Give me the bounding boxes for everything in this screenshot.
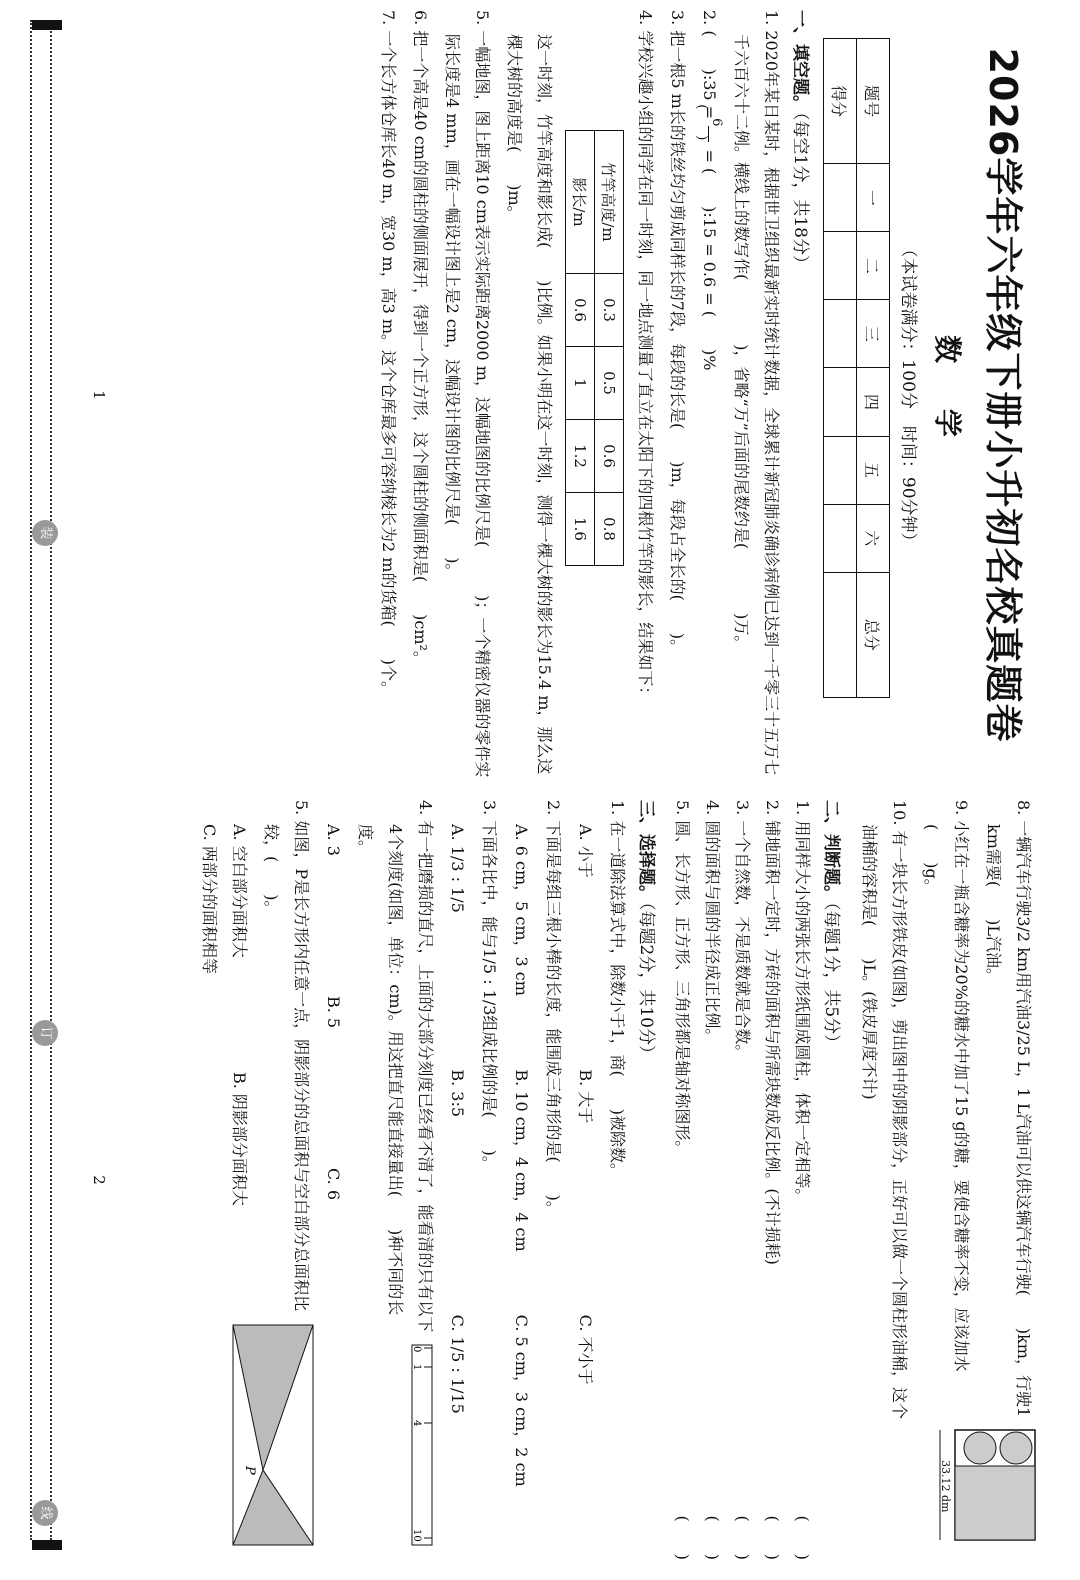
choice-options-3 [442,800,472,1560]
option-c[interactable]: C. 不小于 [576,1314,595,1385]
table-cell: 0.8 [595,493,624,566]
judge-answer-blank[interactable]: ( ) [793,1515,812,1560]
subject-title: 数 学 [931,335,964,455]
fill-question-9: 9. 小红在一瓶含糖率为20%的糖水中加了15 g的糖，要使含糖率不变，应该加水( )g。 [922,800,971,1372]
page-1 [90,10,1040,780]
option-a[interactable]: A. 1/3 : 1/5 [448,824,467,913]
choice-options-1 [570,800,600,1560]
table-cell: 1 [566,347,595,420]
ruler-label: 4 [411,1420,422,1427]
choice-options-5b [194,800,224,1320]
option-b[interactable]: B. 5 [324,996,343,1029]
questions-8-10 [852,800,1040,1420]
choice-question-1: 1. 在一道除法算式中，除数小于1，商( )被除数。 [608,800,627,1180]
score-col: 五 [857,436,890,504]
question-5-text [194,800,318,1320]
score-row-label: 题号 [857,39,890,164]
table-row [566,131,595,566]
choice-options-5 [224,800,254,1320]
fill-question-4: 4. 学校兴趣小组的同学在同一时刻，同一地点测量了直立在太阳下的四根竹竿的影长，结果如下： [636,10,655,703]
option-c[interactable]: C. 两部分的面积相等 [200,824,219,974]
bamboo-shadow-table [565,130,624,566]
judge-item-2: 2. 铺地面积一定时，方砖的面积与所需块数成反比例。(不计损耗) ( ) [757,800,787,1560]
judge-item-1: 1. 用同样大小的两张长方形纸围成圆柱，体积一定相等。 ( ) [787,800,817,1560]
binding-hole-2: 订 [32,1020,58,1046]
dimension-label: 33.12 dm [939,1460,952,1513]
score-row-label: 得分 [824,39,857,164]
fill-question-1: 1. 2020年某日某时，根据世卫组织最新实时统计数据，全球累计新冠肺炎确诊病例已达到一千零三十五万七千六百六十二例。横线上的数写作( )，省略“万”后面的尾数约是( )万。 [732,10,781,776]
table-row-label: 影长/m [566,131,595,274]
fill-question-8: 8. 一辆汽车行驶3/2 km用汽油3/25 L，1 L汽油可以供这辆汽车行驶( )km，行驶1 km需要( )L汽油。 [984,800,1033,1418]
worn-ruler-diagram [402,1340,442,1550]
score-col: 一 [857,164,890,232]
judge-answer-blank[interactable]: ( ) [673,1515,692,1560]
fill-question-6: 6. 把一个高是40 cm的圆柱的侧面展开，得到一个正方形，这个圆柱的侧面积是( )cm²。 [411,10,430,667]
option-c[interactable]: C. 5 cm，3 cm，2 cm [512,1314,531,1487]
table-cell: 0.6 [566,274,595,347]
sheet-metal-figure [852,1420,1040,1560]
score-col: 四 [857,368,890,436]
judge-item-5: 5. 圆、长方形、正方形、三角形都是轴对称图形。 ( ) [667,800,697,1560]
fill-question-4-continued: 这一时刻，竹竿高度和影长成( )比例。如果小明在这一时刻，测得一棵大树的影长为15.4 m，那么这棵大树的高度是( )m。 [505,34,554,775]
score-cell[interactable] [824,300,857,368]
option-b[interactable]: B. 阴影部分面积大 [230,1072,249,1206]
fill-question-5: 5. 一幅地图，图上距离10 cm表示实际距离2000 m，这幅地图的比例尺是( )；一个精密仪器的零件实际长度是4 mm，画在一幅设计图上是2 cm，这幅设计图的比例尺是( )。 [443,10,492,778]
ruler-label: 10 [411,1529,422,1542]
section-1-heading: 一、填空题。（每空1分，共18分） [790,10,810,272]
judge-item-4: 4. 圆的面积与圆的半径成正比例。 ( ) [697,800,727,1560]
rectangle-p-diagram [228,1320,318,1550]
section-2-heading: 二、判断题。（每题1分，共5分） [821,800,841,1052]
score-cell[interactable] [824,436,857,504]
score-col: 二 [857,232,890,300]
score-col: 三 [857,300,890,368]
page-2 [90,800,1040,1560]
judge-answer-blank[interactable]: ( ) [733,1515,752,1560]
table-cell: 0.6 [595,420,624,493]
option-c[interactable]: C. 1/5 : 1/15 [448,1314,467,1414]
choice-question-3: 3. 下面各比中，能与1/5 : 1/3组成比例的是( )。 [480,800,499,1172]
score-value-row [824,39,857,698]
binding-dotted-line [30,20,52,1540]
option-a[interactable]: A. 空白部分面积大 [230,824,249,958]
score-cell[interactable] [824,504,857,572]
choice-question-5: 5. 如图，P是长方形内任意一点，阴影部分的总面积与空白部分总面积比较，( )。 [262,800,311,1312]
judge-answer-blank[interactable]: ( ) [703,1515,722,1560]
cylinder-side-rect [955,1466,1035,1540]
cylinder-bottom-circle [964,1432,996,1464]
option-b[interactable]: B. 10 cm，4 cm，4 cm [512,1069,531,1252]
score-col: 总分 [857,572,890,697]
judge-answer-blank[interactable]: ( ) [763,1515,782,1560]
choice-options-2 [506,800,536,1560]
score-cell[interactable] [824,232,857,300]
score-header-row [857,39,890,698]
exam-meta: （本试卷满分：100分 时间：90分钟） [898,240,918,550]
fill-question-3: 3. 把一根5 m长的铁丝均匀剪成同样长的7段，每段的长是( )m，每段占全长的( )。 [668,10,687,656]
score-table [823,38,890,698]
point-p-label: P [242,1466,257,1475]
sheet-metal-diagram [930,1420,1040,1550]
score-cell[interactable] [824,368,857,436]
table-cell: 1.2 [566,420,595,493]
rectangle-p-figure [194,1320,318,1560]
ruler-label: 0 [411,1346,422,1353]
option-a[interactable]: A. 6 cm，5 cm，3 cm [512,824,531,996]
fill-question-10: 10. 有一块长方形铁皮(如图)，剪出图中的阴影部分，正好可以做一个圆柱形油桶，这个油桶的容积是( )L。(铁皮厚度不计) [860,800,909,1420]
choice-question-2: 2. 下面是每组三根小棒的长度，能围成三角形的是( )。 [544,800,563,1217]
exam-title: 2026学年六年级下册小升初名校真题卷 [981,47,1025,743]
table-row-label: 竹竿高度/m [595,131,624,274]
score-cell[interactable] [824,164,857,232]
fill-question-2: 2. ( ):35 = 6 ( ) = ( ):15 = 0.6 = ( )% [694,10,724,371]
binding-strip [0,0,80,1580]
score-col: 六 [857,504,890,572]
fill-question-7: 7. 一个长方体仓库长40 m，宽30 m，高3 m。这个仓库最多可容纳棱长为2 m的货箱( )个。 [379,10,398,697]
q2-fraction: 6 ( ) [694,104,724,141]
option-c[interactable]: C. 6 [324,1168,343,1201]
ruler-figure [318,1340,442,1560]
table-cell: 1.6 [566,493,595,566]
binding-hole-3: 线 [32,1500,58,1526]
choice-question-4: 4. 有一把磨损的直尺，上面的大部分刻度已经看不清了，能看清的只有以下4个刻度(如图，单位：cm)。用这把直尺能直接量出( )种不同的长度。 [356,800,435,1333]
page-number-1: 1 [90,390,108,400]
page-number-2: 2 [90,1175,108,1185]
judge-item-3: 3. 一个自然数，不是质数就是合数。 ( ) [727,800,757,1560]
table-row [595,131,624,566]
question-4-text [318,800,442,1340]
option-b[interactable]: B. 大于 [576,1069,595,1124]
binding-bar-end [32,1540,62,1550]
option-b[interactable]: B. 3:5 [448,1069,467,1118]
table-cell: 0.3 [595,274,624,347]
score-cell[interactable] [824,572,857,697]
option-a[interactable]: A. 3 [324,824,343,856]
ruler-body [412,1345,432,1545]
choice-options-4 [318,800,348,1340]
question-5-with-figure [194,800,318,1560]
table-cell: 0.5 [595,347,624,420]
question-4-with-ruler [318,800,442,1560]
ruler-label: 1 [411,1364,422,1371]
option-a[interactable]: A. 小于 [576,824,595,878]
section-3-heading: 三、选择题。（每题2分，共10分） [636,800,656,1062]
cylinder-top-circle [1000,1432,1032,1464]
binding-bar-start [32,20,62,30]
questions-8-10-with-figure [852,800,1040,1560]
binding-hole-1: 装 [32,520,58,546]
